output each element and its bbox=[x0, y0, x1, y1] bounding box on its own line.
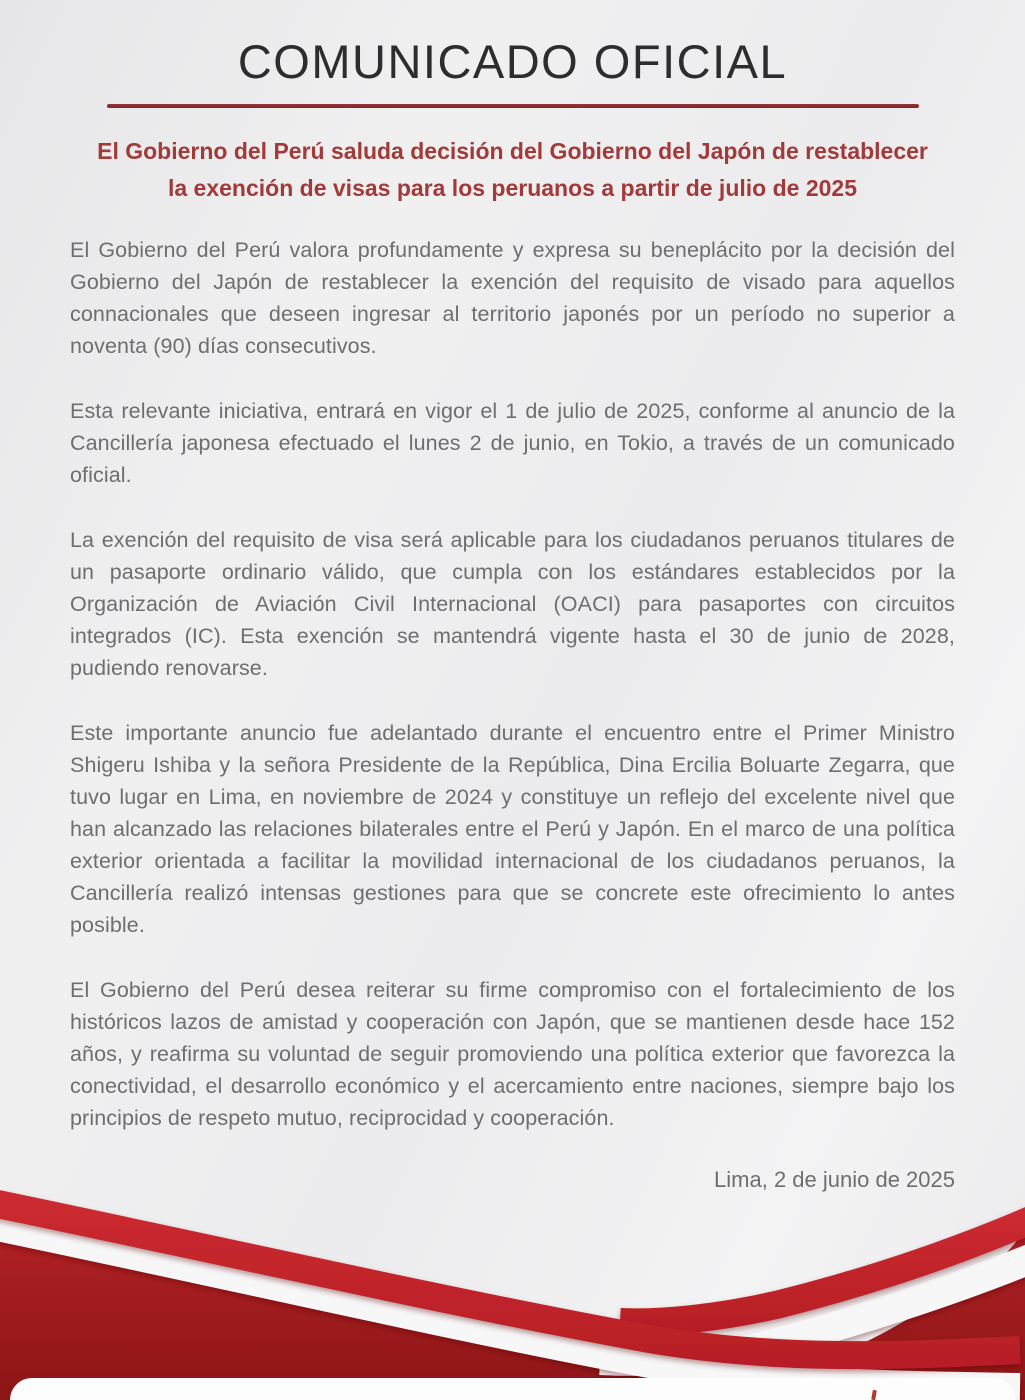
paragraph-4: Este importante anuncio fue adelantado durante el encuentro entre el Primer Ministro Shigeru Ishiba y la señora Presidente de la República, Dina Ercilia Boluarte Zegarra, que tuvo lugar en Lima, en noviembre de 2024 y constituye un reflejo del excelente nivel que han alcanzado las relaciones bilaterales entre el Perú y Japón. En el marco de una política exterior orientada a facilitar la movilidad internacional de los ciudadanos peruanos, la Cancillería realizó intensas gestiones para que se concrete este ofrecimiento lo antes posible. bbox=[70, 721, 955, 937]
subtitle-line-2: la exención de visas para los peruanos a partir de julio de 2025 bbox=[167, 175, 857, 201]
paragraph-2: Esta relevante iniciativa, entrará en vigor el 1 de julio de 2025, conforme al anuncio de la Cancillería japonesa efectuado el lunes 2 de junio, en Tokio, a través de un comunicado oficial. bbox=[70, 399, 955, 487]
subtitle-line-1: El Gobierno del Perú saluda decisión del Gobierno del Japón de restablecer bbox=[97, 138, 928, 164]
paragraph-5: El Gobierno del Perú desea reiterar su firme compromiso con el fortalecimiento de los históricos lazos de amistad y cooperación con Japón, que se mantienen desde hace 152 años, y reafirma su voluntad de seguir promoviendo una política exterior que favorezca la conectividad, el desarrollo económico y el acercamiento entre naciones, siempre bajo los principios de respeto mutuo, reciprocidad y cooperación. bbox=[70, 978, 955, 1130]
dateline: Lima, 2 de junio de 2025 bbox=[714, 1167, 955, 1192]
title-divider bbox=[107, 104, 919, 108]
flag-ribbon-wave bbox=[0, 1190, 1025, 1400]
bottom-card bbox=[10, 1378, 1015, 1400]
paragraph-1: El Gobierno del Perú valora profundamente y expresa su beneplácito por la decisión del Gobierno del Japón de restablecer la exención del requisito de visado para aquellos connacionales que deseen ingresar al territorio japonés por un período no superior a noventa (90) días consecutivos. bbox=[70, 238, 955, 358]
partial-logo-mark bbox=[871, 1390, 877, 1400]
subtitle bbox=[25, 133, 1000, 207]
flag-ribbon-wave-svg bbox=[0, 1190, 1025, 1400]
body-text bbox=[70, 234, 955, 1134]
page-title: COMUNICADO OFICIAL bbox=[237, 35, 788, 88]
paragraph-3: La exención del requisito de visa será aplicable para los ciudadanos peruanos titulares de un pasaporte ordinario válido, que cumpla con los estándares establecidos por la Organización de Aviación Civil Internacional (OACI) para pasaportes con circuitos integrados (IC). Esta exención se mantendrá vigente hasta el 30 de junio de 2028, pudiendo renovarse. bbox=[70, 528, 955, 680]
